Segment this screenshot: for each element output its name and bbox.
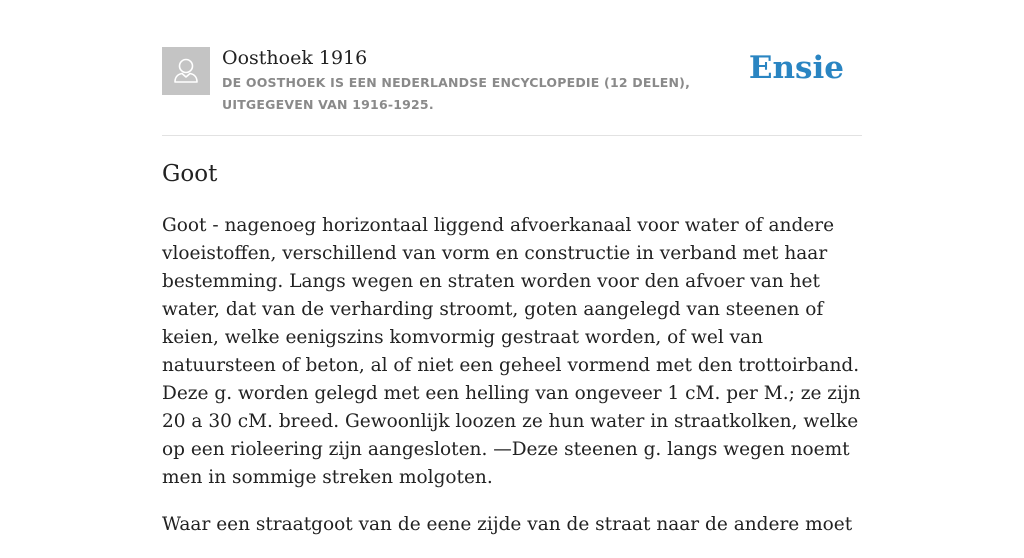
source-description: DE OOSTHOEK IS EEN NEDERLANDSE ENCYCLOPEDIE (12 DELEN), UITGEGEVEN VAN 1916-1925. bbox=[222, 75, 691, 112]
source-title[interactable]: Oosthoek 1916 bbox=[222, 47, 368, 69]
source-header bbox=[162, 0, 862, 136]
entry-body bbox=[162, 212, 862, 558]
ensie-logo[interactable]: Ensie bbox=[748, 50, 844, 86]
content-container bbox=[162, 0, 862, 535]
user-avatar-icon[interactable] bbox=[162, 47, 210, 95]
entry-paragraph: Goot - nagenoeg horizontaal liggend afvoerkanaal voor water of andere vloeistoffen, verschillend van vorm en constructie in verband met haar bestemming. Langs wegen en straten worden voor den afvoer van het water, dat van de verharding stroomt, goten aangelegd van steenen of keien, welke eenigszins komvormig gestraat worden, of wel van natuursteen of beton, al of niet een geheel vormend met den trottoirband. Deze g. worden gelegd met een helling van ongeveer 1 cM. per M.; ze zijn 20 a 30 cM. breed. Gewoonlijk loozen ze hun water in straatkolken, welke op een rioleering zijn aangesloten. —Deze steenen g. langs wegen noemt men in sommige streken molgoten. bbox=[162, 215, 861, 488]
entry-title: Goot bbox=[162, 161, 218, 187]
entry-paragraph: Waar een straatgoot van de eene zijde van de straat naar de andere moet bbox=[162, 514, 853, 535]
